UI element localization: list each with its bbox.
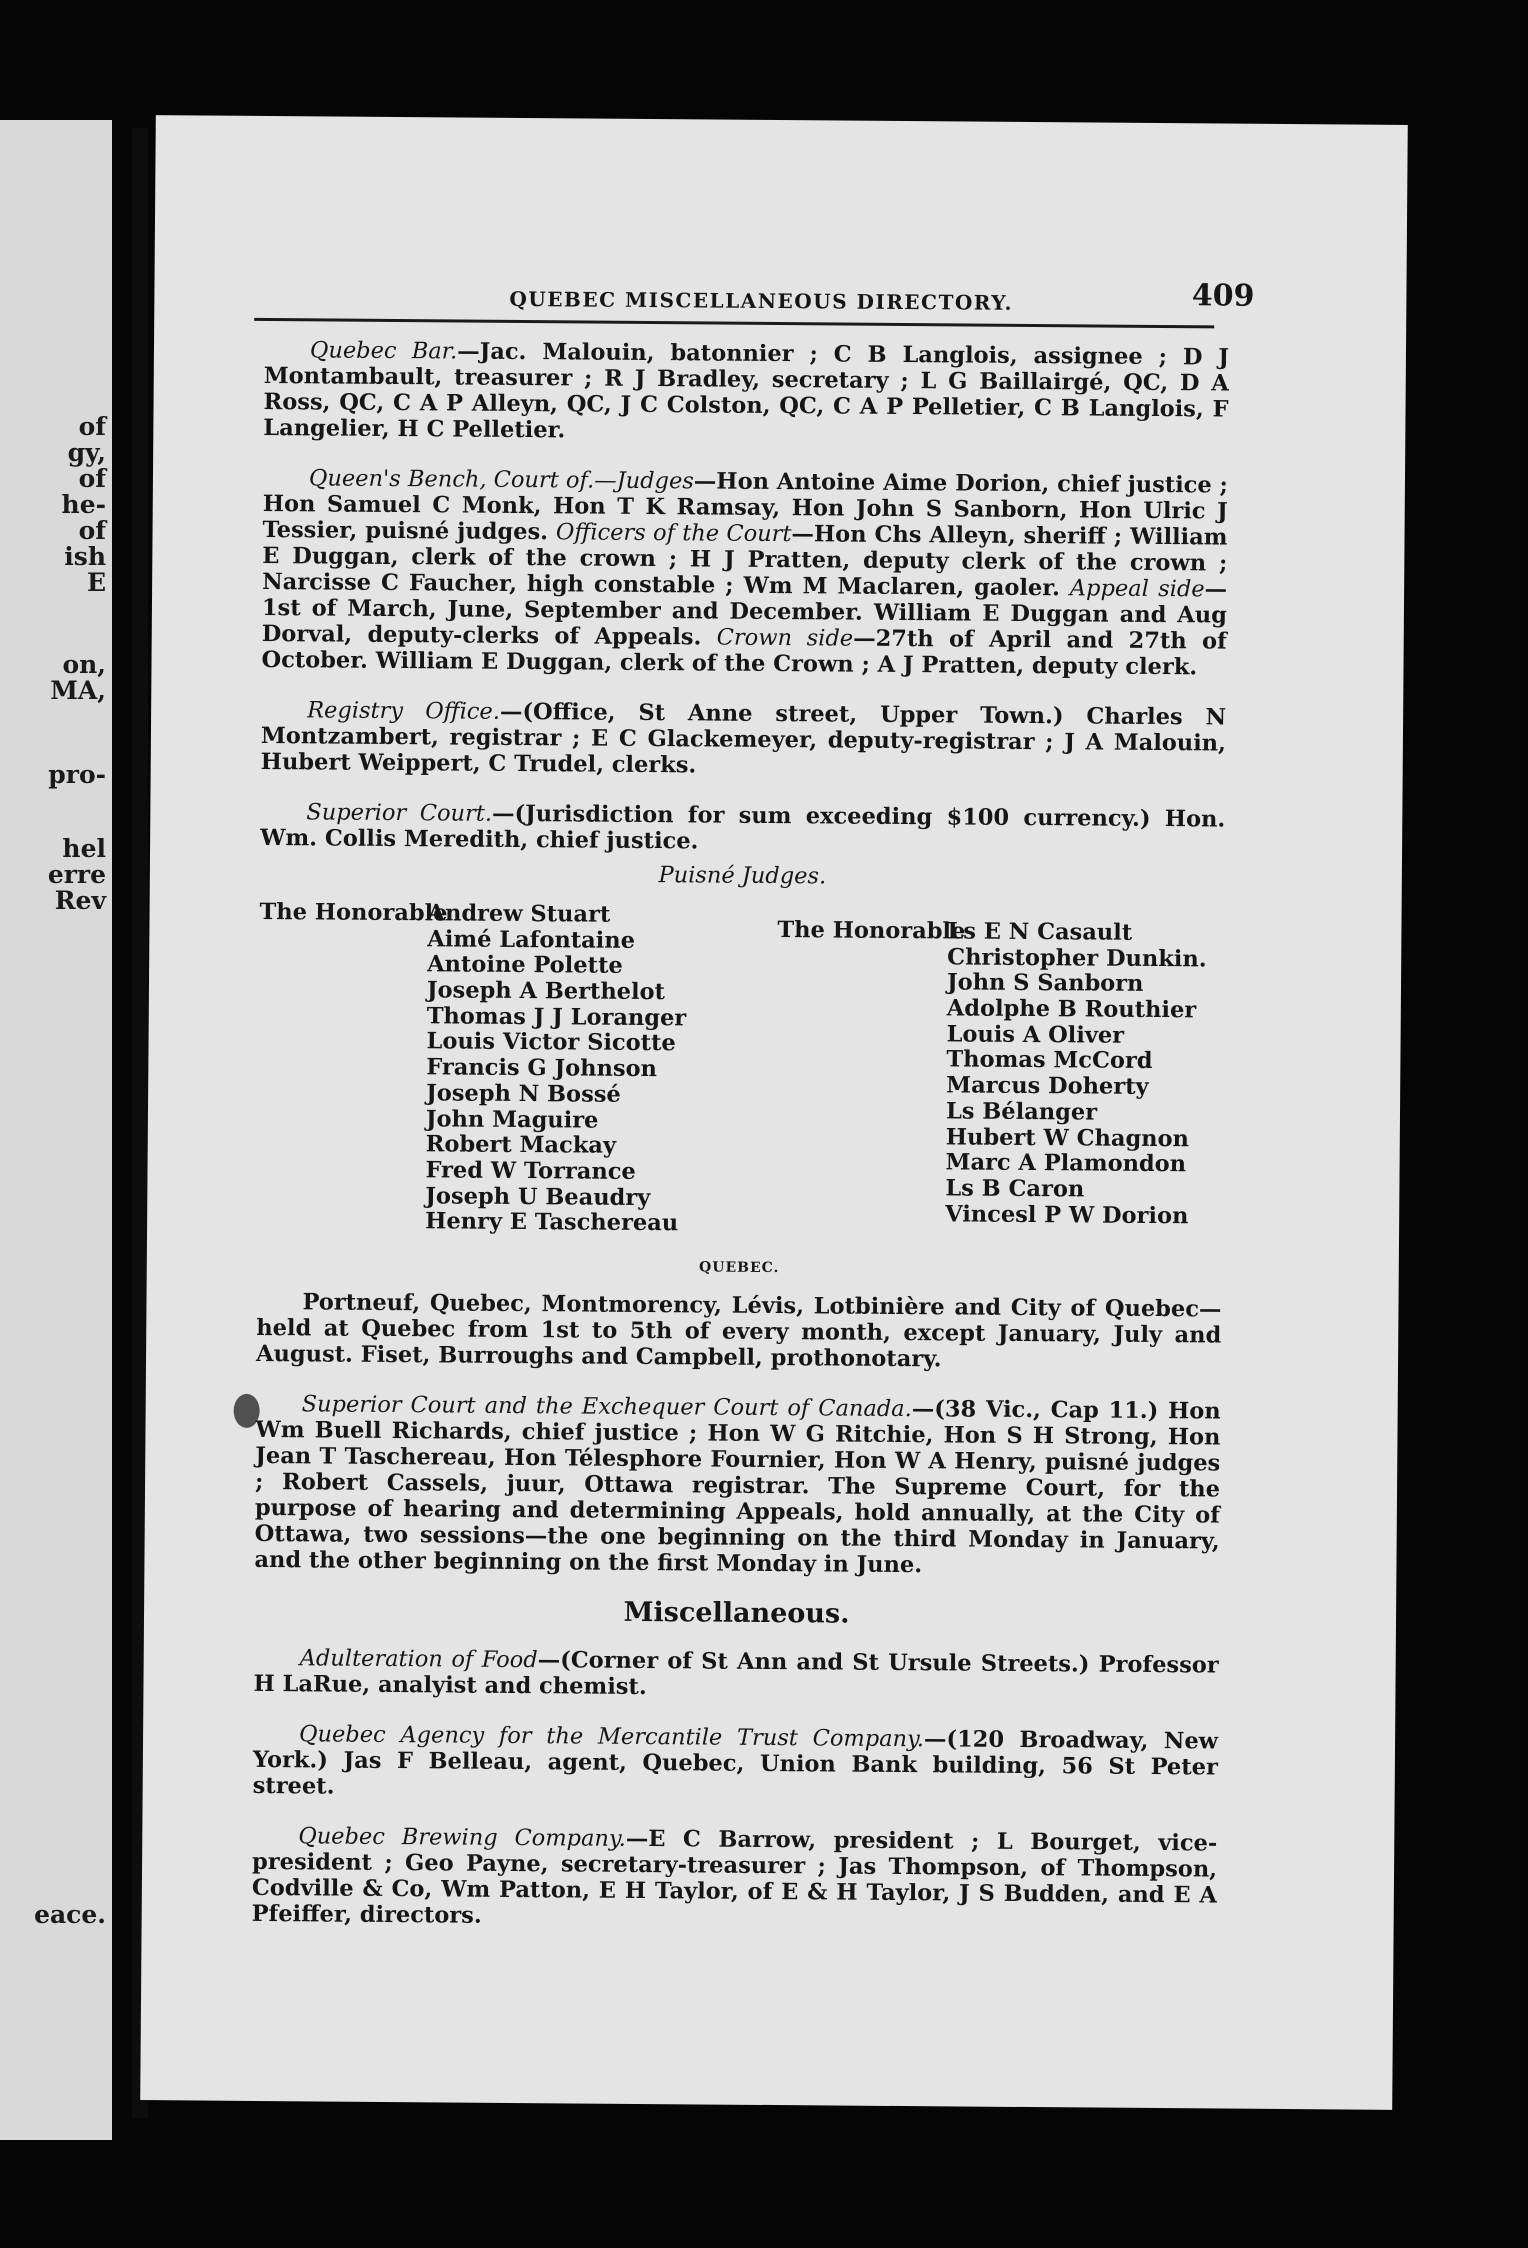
- judge-name: Joseph N Bossé: [426, 1080, 621, 1108]
- judge-name: Adolphe B Routhier: [946, 995, 1197, 1024]
- previous-page-fragment: [0, 120, 112, 2140]
- left-fragment: of: [78, 464, 106, 493]
- entry-lead: Quebec Agency for the Mercantile Trust Company.: [298, 1721, 925, 1753]
- miscellaneous-heading: Miscellaneous.: [623, 1596, 850, 1630]
- quebec-bar-entry: [263, 337, 1229, 449]
- left-fragment: MA,: [50, 676, 106, 705]
- directory-page: [140, 115, 1408, 2110]
- left-fragment: gy,: [67, 438, 106, 467]
- judge-name: Louis Victor Sicotte: [426, 1028, 676, 1057]
- entry-text: —Hon Chs Alleyn, sheriff ; William E Duggan, clerk of the crown ; H J Pratten, deputy clerk of the crown ; Narcisse C Faucher, high constable ; Wm M Maclaren, gaoler.: [262, 521, 1228, 602]
- left-fragment: hel: [62, 834, 106, 863]
- superior-court-entry: [260, 799, 1225, 859]
- judge-name: Francis G Johnson: [426, 1054, 658, 1083]
- entry-text: —27th of April and 27th of October. William E Duggan, clerk of the Crown ; A J Pratten, deputy clerk.: [261, 625, 1227, 681]
- judges-list: [257, 899, 1225, 1237]
- entry-sublead: Appeal side: [1069, 575, 1205, 603]
- judges-column-right: [777, 917, 1207, 1229]
- registry-entry: [261, 697, 1227, 783]
- judge-name: Fred W Torrance: [425, 1157, 636, 1185]
- entry-lead: Superior Court and the Exchequer Court of Canada.: [301, 1391, 912, 1423]
- honorable-label: The Honorable: [777, 917, 966, 945]
- entry-lead: Queen's Bench, Court of.—Judges: [308, 465, 694, 495]
- judge-name: Robert Mackay: [425, 1131, 617, 1159]
- entry-text: —Hon Antoine Aime Dorion, chief justice ; Hon Samuel C Monk, Hon T K Ramsay, Hon John S Sanborn, Hon Ulric J Tessier, puisné judges.: [262, 468, 1229, 546]
- entry-text: —(38 Vic., Cap 11.) Hon Wm Buell Richards, chief justice ; Hon W G Ritchie, Hon S H Strong, Hon Jean T Taschereau, Hon Télesphore Fournier, Hon W A Henry, puisné judges ; Robert Cassels, juur, Ottawa registrar. The Supreme Court, for the purpose of hearing and determining Appeals, hold annually, at the City of Ottawa, two sessions—the one beginning on the third Monday in January, and the other beginning on the first Monday in June.: [254, 1396, 1221, 1579]
- entry-text: —E C Barrow, president ; L Bourget, vice-president ; Geo Payne, secretary-treasurer ; Jas Thompson, of Thompson, Codville & Co, Wm Patton, E H Taylor, of E & H Taylor, J S Budden, and E A Pfeiffer, directors.: [251, 1825, 1218, 1929]
- judge-name: Marcus Doherty: [946, 1072, 1149, 1101]
- brewing-company-entry: [252, 1823, 1218, 1935]
- left-fragment: ish: [64, 542, 106, 571]
- left-fragment: on,: [62, 650, 106, 679]
- entry-lead: Superior Court.: [306, 799, 493, 827]
- entry-text: —1st of March, June, September and December. William E Duggan and Aug Dorval, deputy-clerks of Appeals.: [261, 576, 1228, 651]
- page-number: 409: [1191, 278, 1255, 314]
- entry-lead: Registry Office.: [307, 697, 501, 725]
- entry-lead: Adulteration of Food: [299, 1645, 538, 1674]
- judge-name: Joseph U Beaudry: [425, 1182, 651, 1211]
- running-head: [254, 276, 1254, 324]
- entry-text: —(Office, St Anne street, Upper Town.) Charles N Montzambert, registrar ; E C Glackemeyer, deputy-registrar ; J A Malouin, Hubert Weippert, C Trudel, clerks.: [260, 698, 1227, 779]
- judges-column-left: [259, 898, 687, 1237]
- queens-bench-entry: [261, 465, 1228, 681]
- judge-name: Ls Bélanger: [945, 1098, 1098, 1126]
- mercantile-agency-entry: [253, 1721, 1219, 1807]
- judge-name: Joseph A Berthelot: [426, 977, 666, 1006]
- page-content: [251, 276, 1255, 1959]
- judge-name: Henry E Taschereau: [425, 1208, 679, 1237]
- left-fragment: of: [78, 412, 106, 441]
- left-fragment: Rev: [54, 886, 106, 915]
- judge-name: Andrew Stuart: [427, 900, 611, 928]
- judge-name: Aimé Lafontaine: [427, 925, 636, 954]
- entry-text: —(120 Broadway, New York.) Jas F Belleau, agent, Quebec, Union Bank building, 56 St Peter street.: [252, 1726, 1219, 1800]
- puisne-judges-heading: Puisné Judges.: [658, 862, 827, 890]
- judge-name: Antoine Polette: [427, 951, 623, 980]
- exchequer-court-entry: [254, 1391, 1220, 1581]
- judge-name: John S Sanborn: [946, 969, 1144, 998]
- judge-name: Christopher Dunkin.: [947, 944, 1207, 973]
- left-fragment: he-: [61, 490, 106, 519]
- judge-name: John Maguire: [425, 1105, 599, 1134]
- judge-name: Ls B Caron: [945, 1175, 1085, 1203]
- judge-name: Thomas McCord: [946, 1046, 1153, 1075]
- judge-name: Vincesl P W Dorion: [945, 1200, 1189, 1229]
- entry-text: —(Jurisdiction for sum exceeding $100 currency.) Hon. Wm. Collis Meredith, chief justice.: [260, 800, 1226, 855]
- honorable-label: The Honorable: [259, 898, 448, 927]
- page-title: QUEBEC MISCELLANEOUS DIRECTORY.: [509, 286, 1014, 315]
- left-fragment: E: [86, 568, 106, 597]
- left-fragment: pro-: [48, 760, 106, 789]
- entry-text: —(Corner of St Ann and St Ursule Streets.) Professor H LaRue, analyist and chemist.: [253, 1647, 1219, 1701]
- judge-name: Marc A Plamondon: [945, 1149, 1187, 1178]
- judge-name: Ls E N Casault: [947, 918, 1133, 946]
- judge-name: Louis A Oliver: [946, 1021, 1125, 1049]
- left-fragment: of: [78, 516, 106, 545]
- entry-text: —Jac. Malouin, batonnier ; C B Langlois, assignee ; D J Montambault, treasurer ; R J Bradley, secretary ; L G Baillairgé, QC, D A Ross, QC, C A P Alleyn, QC, J C Colston, QC, C A P Pelletier, C B Langlois, F Langelier, H C Pelletier.: [263, 338, 1230, 444]
- adulteration-entry: [253, 1645, 1218, 1705]
- judge-name: Thomas J J Loranger: [426, 1003, 687, 1032]
- judge-name: Hubert W Chagnon: [945, 1123, 1190, 1152]
- quebec-district-entry: Portneuf, Quebec, Montmorency, Lévis, Lotbinière and City of Quebec—held at Quebec from 1st to 5th of every month, except January, July and August. Fiset, Burroughs and Campbell, prothonotary.: [255, 1289, 1222, 1373]
- left-fragment: eace.: [34, 1900, 106, 1929]
- entry-lead: Quebec Bar.: [309, 337, 458, 365]
- entry-lead: Quebec Brewing Company.: [298, 1823, 626, 1852]
- entry-sublead: Crown side: [716, 624, 854, 652]
- quebec-heading: QUEBEC.: [699, 1259, 780, 1277]
- entry-sublead: Officers of the Court: [555, 519, 792, 548]
- left-fragment: erre: [47, 860, 106, 889]
